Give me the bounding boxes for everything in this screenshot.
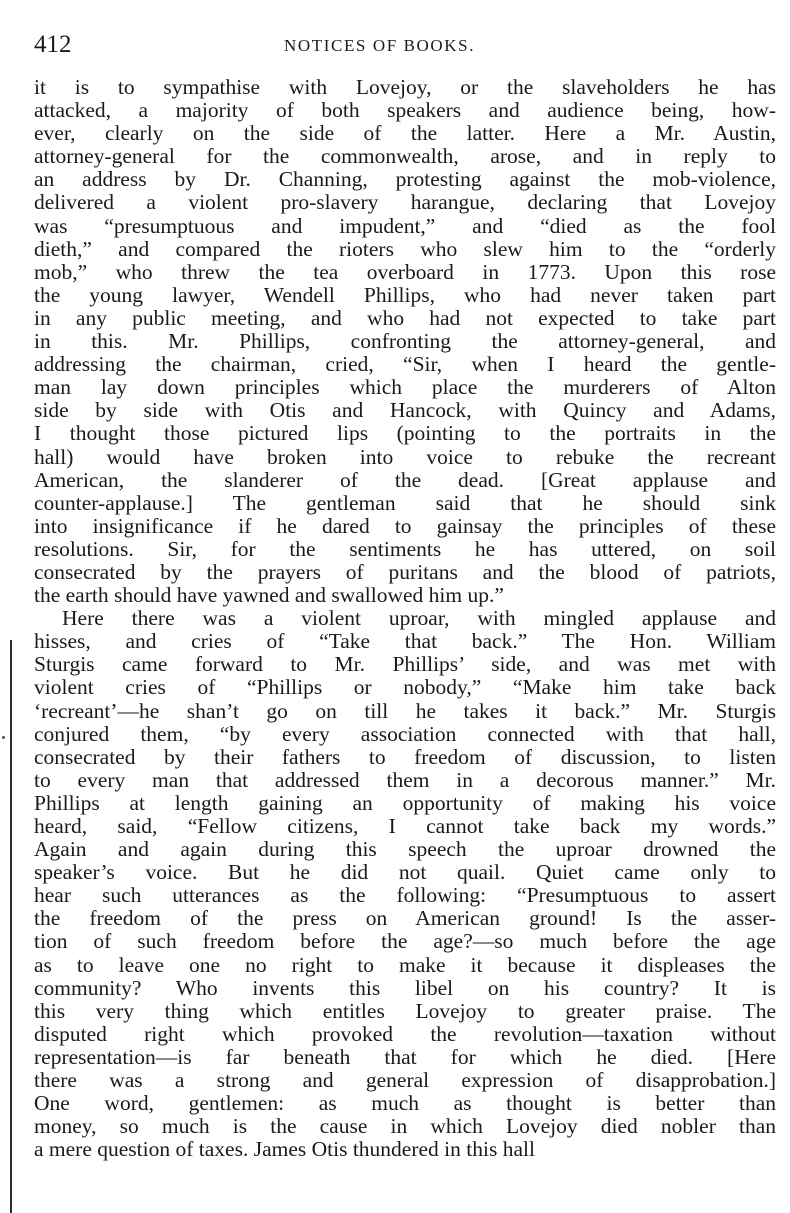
text-line: dieth,” and compared the rioters who slew him to the “orderly	[34, 236, 776, 261]
text-line: money, so much is the cause in which Lovejoy died nobler than	[34, 1114, 776, 1139]
text-line: hall) would have broken into voice to rebuke the recreant	[34, 444, 776, 469]
margin-mark	[2, 736, 5, 739]
text-line: ever, clearly on the side of the latter. Here a Mr. Austin,	[34, 121, 776, 146]
text-line: Again and again during this speech the uproar drowned the	[34, 837, 776, 862]
text-line: I thought those pictured lips (pointing to the portraits in the	[34, 421, 776, 446]
text-line: counter-applause.] The gentleman said that he should sink	[34, 490, 776, 515]
binding-edge-rule	[10, 640, 12, 1213]
page-number: 412	[34, 31, 72, 58]
text-line: hisses, and cries of “Take that back.” The Hon. William	[34, 629, 776, 654]
text-line: American, the slanderer of the dead. [Great applause and	[34, 467, 776, 492]
page-header	[34, 30, 776, 60]
text-line: delivered a violent pro-slavery harangue, declaring that Lovejoy	[34, 190, 776, 215]
text-line: One word, gentlemen: as much as thought is better than	[34, 1091, 776, 1116]
text-line: mob,” who threw the tea overboard in 1773. Upon this rose	[34, 259, 776, 284]
text-line: speaker’s voice. But he did not quail. Quiet came only to	[34, 860, 776, 885]
text-line: hear such utterances as the following: “Presumptuous to assert	[34, 883, 776, 908]
text-line: there was a strong and general expression of disapprobation.]	[34, 1068, 776, 1093]
text-line: Here there was a violent uproar, with mingled applause and	[62, 606, 776, 631]
text-line: the earth should have yawned and swallowed him up.”	[34, 583, 504, 608]
text-line: ‘recreant’—he shan’t go on till he takes it back.” Mr. Sturgis	[34, 698, 776, 723]
text-line: tion of such freedom before the age?—so much before the age	[34, 929, 776, 954]
text-line: conjured them, “by every association connected with that hall,	[34, 721, 776, 746]
text-line: it is to sympathise with Lovejoy, or the slaveholders he has	[34, 75, 776, 99]
text-line: Phillips at length gaining an opportunity of making his voice	[34, 790, 776, 815]
text-line: a mere question of taxes. James Otis thundered in this hall	[34, 1137, 535, 1162]
text-line: this very thing which entitles Lovejoy to greater praise. The	[34, 998, 776, 1023]
text-line: consecrated by the prayers of puritans and the blood of patriots,	[34, 559, 776, 584]
text-line: to every man that addressed them in a decorous manner.” Mr.	[34, 767, 776, 792]
text-line: community? Who invents this libel on his country? It is	[34, 975, 776, 1000]
running-head: NOTICES OF BOOKS.	[284, 36, 476, 55]
text-line: the young lawyer, Wendell Phillips, who had never taken part	[34, 282, 776, 307]
text-line: Sturgis came forward to Mr. Phillips’ side, and was met with	[34, 652, 776, 677]
text-line: attacked, a majority of both speakers and audience being, how-	[34, 98, 776, 123]
text-line: addressing the chairman, cried, “Sir, when I heard the gentle-	[34, 352, 776, 377]
body-text	[34, 76, 776, 1161]
text-line: as to leave one no right to make it because it displeases the	[34, 952, 776, 977]
text-line: was “presumptuous and impudent,” and “died as the fool	[34, 213, 776, 238]
text-line: violent cries of “Phillips or nobody,” “Make him take back	[34, 675, 776, 700]
text-line: man lay down principles which place the murderers of Alton	[34, 375, 776, 400]
text-line: an address by Dr. Channing, protesting against the mob-violence,	[34, 167, 776, 192]
text-line: disputed right which provoked the revolution—taxation without	[34, 1021, 776, 1046]
text-line: consecrated by their fathers to freedom of discussion, to listen	[34, 744, 776, 769]
text-line: in this. Mr. Phillips, confronting the attorney-general, and	[34, 329, 776, 354]
text-line: side by side with Otis and Hancock, with Quincy and Adams,	[34, 398, 776, 423]
text-line: representation—is far beneath that for which he died. [Here	[34, 1044, 776, 1069]
text-line: heard, said, “Fellow citizens, I cannot take back my words.”	[34, 814, 776, 838]
text-line: attorney-general for the commonwealth, arose, and in reply to	[34, 144, 776, 169]
text-line: in any public meeting, and who had not expected to take part	[34, 305, 776, 330]
text-line: into insignificance if he dared to gainsay the principles of these	[34, 513, 776, 538]
text-line: the freedom of the press on American ground! Is the asser-	[34, 906, 776, 931]
text-line: resolutions. Sir, for the sentiments he has uttered, on soil	[34, 536, 776, 561]
